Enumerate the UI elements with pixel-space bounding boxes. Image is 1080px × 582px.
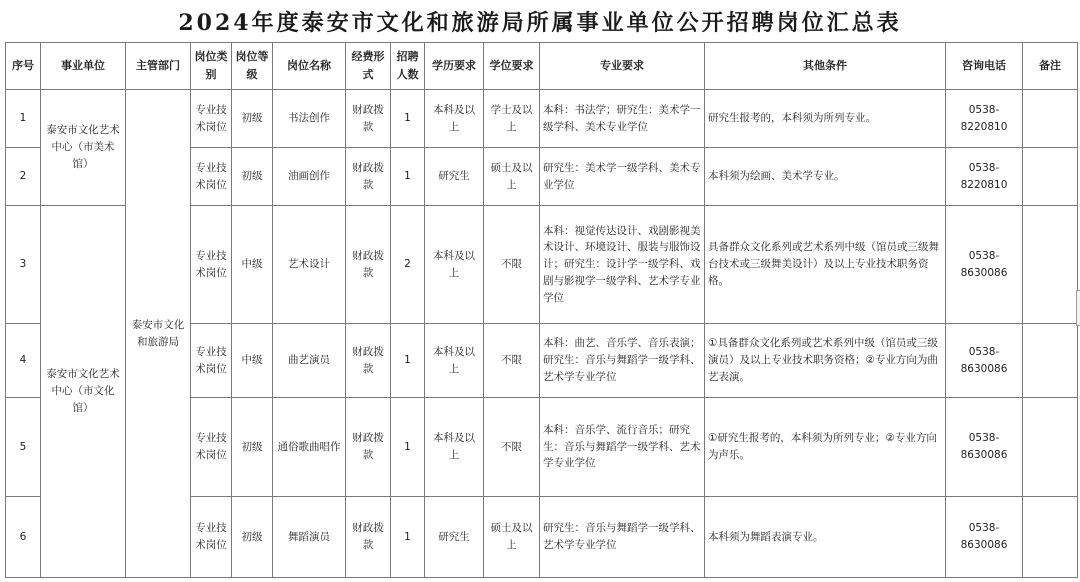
cell-other: 本科须为绘画、美术学专业。 <box>705 148 946 206</box>
cell-count: 1 <box>391 324 425 398</box>
cell-name: 舞蹈演员 <box>273 497 346 578</box>
cell-count: 1 <box>391 398 425 497</box>
page-title: 2024年度泰安市文化和旅游局所属事业单位公开招聘岗位汇总表 <box>178 10 902 36</box>
header-row <box>6 43 1078 90</box>
cell-category: 专业技术岗位 <box>191 324 232 398</box>
cell-seq: 5 <box>6 398 41 497</box>
header-other: 其他条件 <box>705 43 946 90</box>
header-unit: 事业单位 <box>41 43 126 90</box>
cell-level: 初级 <box>232 148 273 206</box>
cell-other: ①研究生报考的，本科须为所列专业；②专业方向为声乐。 <box>705 398 946 497</box>
cell-name: 曲艺演员 <box>273 324 346 398</box>
cell-phone: 0538-8630086 <box>946 497 1023 578</box>
cell-major: 本科：书法学；研究生：美术学一级学科、美术专业学位 <box>540 90 705 148</box>
table-row <box>6 90 1078 148</box>
cell-count: 2 <box>391 206 425 324</box>
cell-major: 本科：曲艺、音乐学、音乐表演；研究生：音乐与舞蹈学一级学科、艺术学专业学位 <box>540 324 705 398</box>
cell-other: 本科须为舞蹈表演专业。 <box>705 497 946 578</box>
cell-degree: 学士及以上 <box>484 90 540 148</box>
cell-unit-art-museum: 泰安市文化艺术中心（市美术馆） <box>41 90 126 206</box>
cell-funding: 财政拨款 <box>346 324 391 398</box>
cell-education: 本科及以上 <box>425 398 484 497</box>
cell-major: 研究生：美术学一级学科、美术专业学位 <box>540 148 705 206</box>
cell-unit-culture-center: 泰安市文化艺术中心（市文化馆） <box>41 206 126 578</box>
cell-level: 初级 <box>232 398 273 497</box>
header-dept: 主管部门 <box>126 43 191 90</box>
cell-category: 专业技术岗位 <box>191 497 232 578</box>
cell-funding: 财政拨款 <box>346 398 391 497</box>
cell-name: 艺术设计 <box>273 206 346 324</box>
cell-degree: 不限 <box>484 324 540 398</box>
cell-degree: 硕士及以上 <box>484 497 540 578</box>
cell-phone: 0538-8630086 <box>946 398 1023 497</box>
cell-category: 专业技术岗位 <box>191 148 232 206</box>
cell-funding: 财政拨款 <box>346 148 391 206</box>
recruitment-table <box>5 42 1078 578</box>
cell-count: 1 <box>391 497 425 578</box>
cell-other: ①具备群众文化系列或艺术系列中级（馆员或三级演员）及以上专业技术职务资格；②专业方向为曲艺表演。 <box>705 324 946 398</box>
cell-level: 中级 <box>232 324 273 398</box>
cell-dept: 泰安市文化和旅游局 <box>126 90 191 578</box>
cell-education: 研究生 <box>425 148 484 206</box>
cell-seq: 1 <box>6 90 41 148</box>
cell-other: 研究生报考的，本科须为所列专业。 <box>705 90 946 148</box>
cell-seq: 2 <box>6 148 41 206</box>
cell-remark <box>1023 90 1078 148</box>
cell-education: 本科及以上 <box>425 324 484 398</box>
cell-seq: 6 <box>6 497 41 578</box>
header-degree: 学位要求 <box>484 43 540 90</box>
header-level: 岗位等级 <box>232 43 273 90</box>
cell-category: 专业技术岗位 <box>191 90 232 148</box>
cell-other: 具备群众文化系列或艺术系列中级（馆员或三级舞台技术或三级舞美设计）及以上专业技术职务资格。 <box>705 206 946 324</box>
cell-major: 研究生：音乐与舞蹈学一级学科、艺术学专业学位 <box>540 497 705 578</box>
cell-phone: 0538-8630086 <box>946 324 1023 398</box>
header-category: 岗位类别 <box>191 43 232 90</box>
cell-level: 中级 <box>232 206 273 324</box>
cell-phone: 0538-8220810 <box>946 148 1023 206</box>
cell-funding: 财政拨款 <box>346 497 391 578</box>
cell-degree: 不限 <box>484 206 540 324</box>
cell-major: 本科：视觉传达设计、戏剧影视美术设计、环境设计、服装与服饰设计；研究生：设计学一级学科、戏剧与影视学一级学科、艺术学专业学位 <box>540 206 705 324</box>
cell-funding: 财政拨款 <box>346 206 391 324</box>
cell-name: 书法创作 <box>273 90 346 148</box>
header-seq: 序号 <box>6 43 41 90</box>
cell-remark <box>1023 398 1078 497</box>
cell-remark <box>1023 324 1078 398</box>
cell-seq: 3 <box>6 206 41 324</box>
cell-level: 初级 <box>232 90 273 148</box>
header-count: 招聘人数 <box>391 43 425 90</box>
cell-name: 油画创作 <box>273 148 346 206</box>
cell-education: 本科及以上 <box>425 90 484 148</box>
cell-count: 1 <box>391 148 425 206</box>
cell-category: 专业技术岗位 <box>191 398 232 497</box>
header-funding: 经费形式 <box>346 43 391 90</box>
cell-education: 本科及以上 <box>425 206 484 324</box>
cell-degree: 不限 <box>484 398 540 497</box>
cell-education: 研究生 <box>425 497 484 578</box>
cell-phone: 0538-8220810 <box>946 90 1023 148</box>
cell-level: 初级 <box>232 497 273 578</box>
header-education: 学历要求 <box>425 43 484 90</box>
header-major: 专业要求 <box>540 43 705 90</box>
cell-name: 通俗歌曲唱作 <box>273 398 346 497</box>
cell-degree: 硕士及以上 <box>484 148 540 206</box>
header-name: 岗位名称 <box>273 43 346 90</box>
cell-remark <box>1023 206 1078 324</box>
scroll-edge-tab[interactable] <box>1076 290 1080 326</box>
cell-phone: 0538-8630086 <box>946 206 1023 324</box>
cell-remark <box>1023 148 1078 206</box>
cell-remark <box>1023 497 1078 578</box>
header-phone: 咨询电话 <box>946 43 1023 90</box>
cell-count: 1 <box>391 90 425 148</box>
header-remark: 备注 <box>1023 43 1078 90</box>
cell-seq: 4 <box>6 324 41 398</box>
cell-category: 专业技术岗位 <box>191 206 232 324</box>
cell-funding: 财政拨款 <box>346 90 391 148</box>
cell-major: 本科：音乐学、流行音乐；研究生：音乐与舞蹈学一级学科、艺术学专业学位 <box>540 398 705 497</box>
